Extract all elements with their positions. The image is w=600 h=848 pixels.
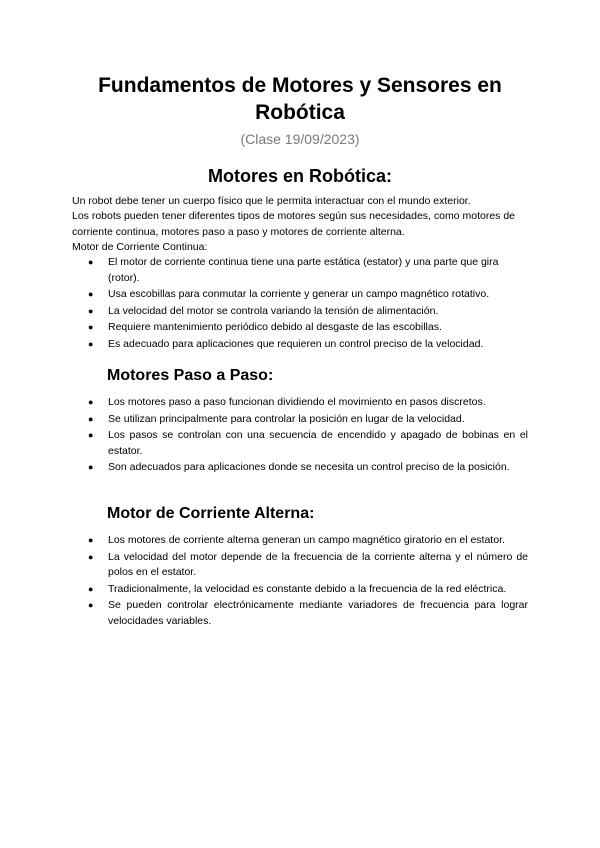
- bullet-icon: ●: [88, 600, 94, 610]
- bullet-icon: ●: [88, 583, 94, 594]
- bullet-icon: ●: [88, 305, 94, 316]
- bullet-icon: ●: [88, 397, 94, 407]
- bullet-list-paso-a-paso: [72, 395, 528, 477]
- list-item: ● Los motores paso a paso funcionan dividiendo el movimiento en pasos discretos.: [72, 395, 528, 411]
- section-heading-motores: Motores en Robótica:: [207, 166, 392, 186]
- bullet-icon: ●: [88, 462, 94, 472]
- list-item: ● El motor de corriente continua tiene una parte estática (estator) y una parte que gira (rotor).: [88, 256, 499, 284]
- bullet-list-corriente-alterna: [72, 533, 528, 630]
- paragraph-subheading: Motor de Corriente Continua:: [72, 241, 208, 253]
- list-item: ● Se utilizan principalmente para controlar la posición en lugar de la velocidad.: [72, 412, 528, 428]
- paragraph: Un robot debe tener un cuerpo físico que le permita interactuar con el mundo exterior.: [72, 195, 471, 207]
- list-item: ● Tradicionalmente, la velocidad es constante debido a la frecuencia de la red eléctrica.: [72, 582, 528, 598]
- document-title: Fundamentos de Motores y Sensores en Robótica: [98, 74, 502, 124]
- list-item: ● Usa escobillas para conmutar la corriente y generar un campo magnético rotativo.: [72, 287, 528, 303]
- list-item: ● Los pasos se controlan con una secuencia de encendido y apagado de bobinas en el estator.: [88, 429, 528, 457]
- list-item: ● Es adecuado para aplicaciones que requieren un control preciso de la velocidad.: [72, 337, 528, 353]
- section-heading-corriente-alterna: Motor de Corriente Alterna:: [107, 505, 315, 522]
- bullet-icon: ●: [88, 257, 94, 267]
- bullet-list-corriente-continua: [72, 255, 528, 353]
- bullet-icon: ●: [88, 413, 94, 424]
- document-subtitle: (Clase 19/09/2023): [240, 131, 360, 147]
- bullet-icon: ●: [88, 322, 94, 332]
- list-item: ● Son adecuados para aplicaciones donde se necesita un control preciso de la posición.: [72, 460, 528, 476]
- bullet-icon: ●: [88, 289, 94, 299]
- bullet-icon: ●: [88, 338, 94, 349]
- list-item: ● Se pueden controlar electrónicamente mediante variadores de frecuencia para lograr velocidades variables.: [88, 599, 528, 627]
- bullet-icon: ●: [88, 535, 94, 545]
- list-item: ● Los motores de corriente alterna generan un campo magnético giratorio en el estator.: [72, 533, 528, 549]
- list-item: ● Requiere mantenimiento periódico debido al desgaste de las escobillas.: [72, 320, 528, 336]
- list-item: ● La velocidad del motor depende de la frecuencia de la corriente alterna y el número de polos en el estator.: [88, 550, 528, 578]
- paragraph: Los robots pueden tener diferentes tipos de motores según sus necesidades, como motores de corriente continua, motores paso a paso y motores de corriente alterna.: [72, 210, 516, 238]
- list-item: ● La velocidad del motor se controla variando la tensión de alimentación.: [72, 304, 528, 320]
- bullet-icon: ●: [88, 430, 94, 440]
- section-heading-paso-a-paso: Motores Paso a Paso:: [107, 367, 274, 384]
- bullet-icon: ●: [88, 551, 94, 562]
